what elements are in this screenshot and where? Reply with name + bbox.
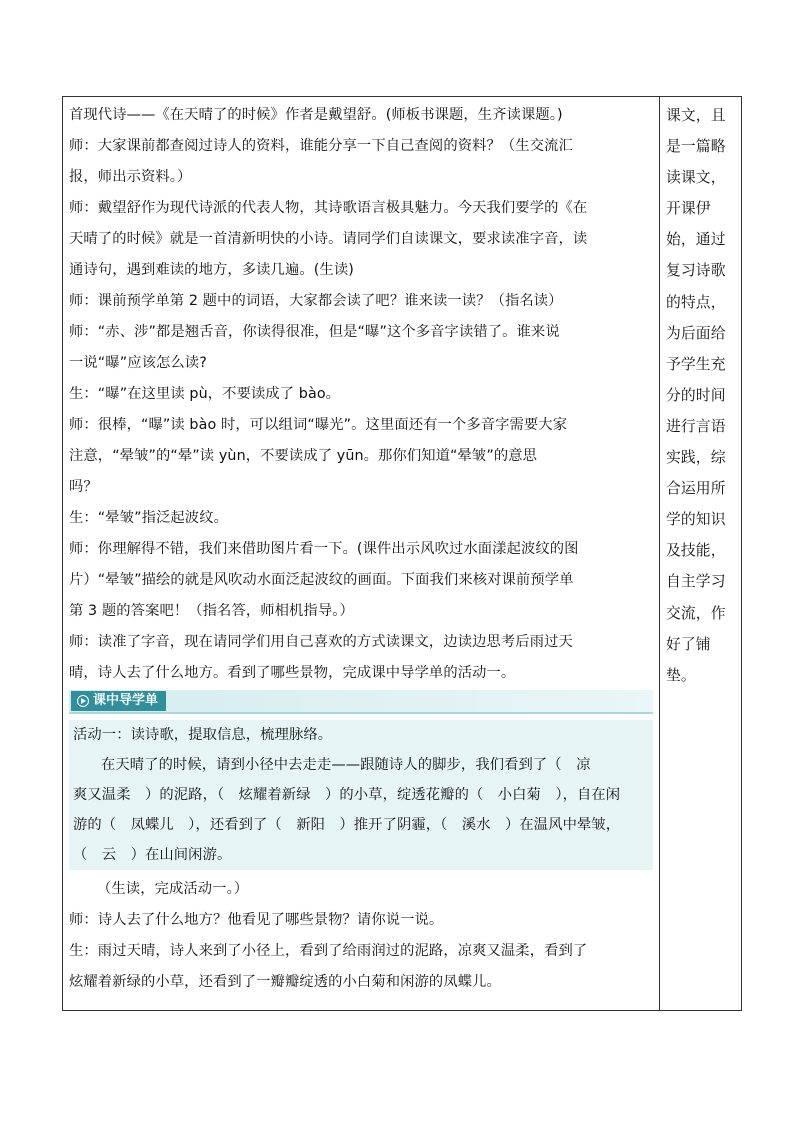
text-line: 师：戴望舒作为现代诗派的代表人物，其诗歌语言极具魅力。今天我们要学的《在	[69, 200, 588, 216]
design-notes-column	[666, 100, 738, 691]
dialogue-before	[69, 100, 653, 689]
note-line: 分的时间	[666, 386, 726, 404]
column-divider	[659, 97, 660, 1010]
note-line: 垫。	[666, 666, 696, 684]
note-line: 课文，且	[666, 107, 726, 124]
text-line: 首现代诗——《在天晴了的时候》作者是戴望舒。(师板书课题，生齐读课题。)	[69, 107, 563, 123]
text-line: 师：诗人去了什么地方？他看见了哪些景物？请你说一说。	[69, 912, 444, 928]
note-line: 开课伊	[666, 200, 711, 218]
text-line: 师：“赤、涉”都是翘舌音，你读得很准，但是“曝”这个多音字读错了。谁来说	[69, 324, 560, 340]
note-line: 读课文，	[666, 169, 726, 187]
note-line: 复习诗歌	[666, 262, 726, 280]
note-line: 好了铺	[666, 635, 711, 653]
text-line: 天晴了的时候》就是一首清新明快的小诗。请同学们自读课文，要求读准字音，读	[69, 231, 588, 247]
note-line: 为后面给	[666, 324, 726, 342]
section-banner	[69, 690, 653, 714]
banner-label: 课中导学单	[93, 693, 159, 708]
main-column	[69, 100, 653, 998]
activity-box	[69, 720, 653, 870]
text-line: 生：“晕皱”指泛起波纹。	[69, 510, 228, 526]
note-line: 始，通过	[666, 231, 726, 249]
text-line: 师：你理解得不错，我们来借助图片看一下。(课件出示风吹过水面漾起波纹的图	[69, 541, 579, 557]
text-line: 师：读准了字音，现在请同学们用自己喜欢的方式读课文，边读边思考后雨过天	[69, 634, 573, 650]
lesson-table	[62, 96, 742, 1011]
note-line: 学的知识	[666, 511, 726, 529]
text-line: 片）“晕皱”描绘的就是风吹动水面泛起波纹的画面。下面我们来核对课前预学单	[69, 572, 574, 588]
text-line: 生：雨过天晴，诗人来到了小径上，看到了给雨润过的泥路，凉爽又温柔，看到了	[69, 943, 588, 959]
dialogue-after	[69, 874, 653, 998]
text-line: 师：大家课前都查阅过诗人的资料，谁能分享一下自己查阅的资料？（生交流汇	[69, 138, 573, 154]
text-line: 师：很棒，“曝”读 bào 时，可以组词“曝光”。这里面还有一个多音字需要大家	[69, 417, 568, 433]
text-line: 注意，“晕皱”的“晕”读 yùn，不要读成了 yūn。那你们知道“晕皱”的意思	[69, 448, 538, 464]
text-line: 报，师出示资料。）	[69, 169, 192, 185]
activity-line: 在天晴了的时候，请到小径中去走走——跟随诗人的脚步，我们看到了（ 凉	[101, 757, 591, 773]
note-line: 予学生充	[666, 355, 726, 373]
activity-title: 活动一：读诗歌，提取信息，梳理脉络。	[73, 727, 333, 743]
text-line: 吗？	[69, 479, 98, 495]
activity-line: （ 云 ）在山间闲游。	[73, 847, 232, 863]
text-line: 一说“曝”应该怎么读?	[69, 355, 207, 371]
activity-line: 游的（ 凤蝶儿 ），还看到了（ 新阳 ）推开了阴霾，（ 溪水 ）在温风中晕皱，	[73, 817, 621, 833]
activity-line: 爽又温柔 ）的泥路，（ 炫耀着新绿 ）的小草，绽透花瓣的（ 小白菊 ），自在闲	[73, 787, 621, 803]
text-line: 第 3 题的答案吧！（指名答，师相机指导。）	[69, 603, 354, 619]
note-line: 是一篇略	[666, 138, 726, 156]
note-line: 交流，作	[666, 604, 726, 622]
note-line: 进行言语	[666, 417, 726, 435]
text-line: 炫耀着新绿的小草，还看到了一瓣瓣绽透的小白菊和闲游的凤蝶儿。	[69, 974, 501, 990]
note-line: 合运用所	[666, 480, 726, 498]
text-line: 通诗句，遇到难读的地方，多读几遍。(生读)	[69, 262, 354, 278]
text-line: （生读，完成活动一。）	[97, 881, 249, 897]
text-line: 生：“曝”在这里读 pù，不要读成了 bào。	[69, 386, 341, 402]
note-line: 的特点，	[666, 293, 726, 311]
play-circle-icon	[77, 695, 89, 707]
note-line: 自主学习	[666, 573, 726, 591]
text-line: 师：课前预学单第 2 题中的词语，大家都会读了吧？谁来读一读？（指名读）	[69, 293, 563, 309]
note-line: 及技能，	[666, 542, 726, 560]
banner-tag	[71, 691, 166, 711]
text-line: 晴，诗人去了什么地方。看到了哪些景物，完成课中导学单的活动一。	[69, 665, 516, 681]
note-line: 实践，综	[666, 449, 726, 467]
